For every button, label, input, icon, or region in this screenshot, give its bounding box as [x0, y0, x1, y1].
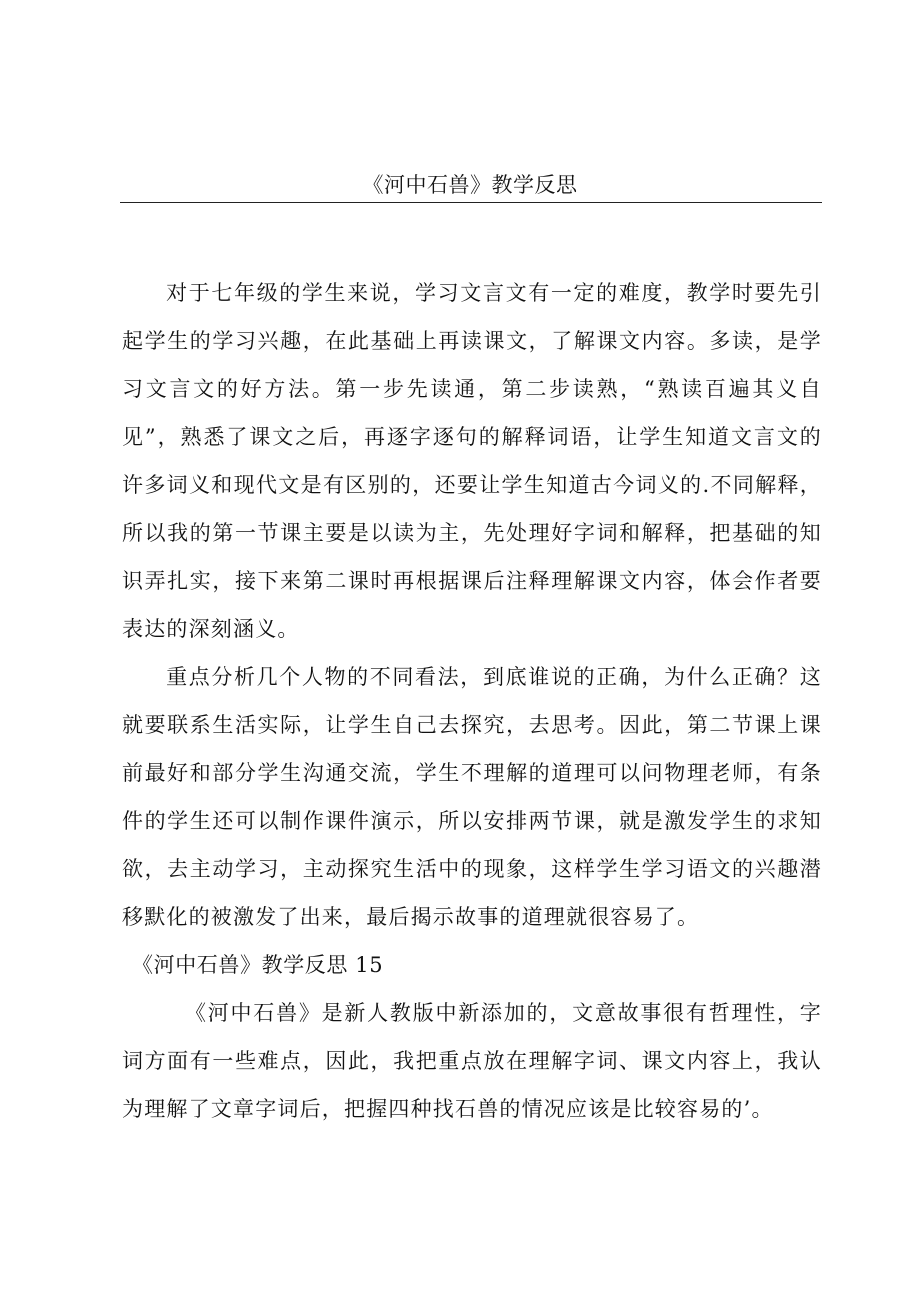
- paragraph-2: 重点分析几个人物的不同看法，到底谁说的正确，为什么正确？这就要联系生活实际，让学生自己去探究，去思考。因此，第二节课上课前最好和部分学生沟通交流，学生不理解的道理可以问物理老师，有条件的学生还可以制作课件演示，所以安排两节课，就是激发学生的求知欲，去主动学习，主动探究生活中的现象，这样学生学习语文的兴趣潜移默化的被激发了出来，最后揭示故事的道理就很容易了。: [122, 665, 822, 929]
- paragraph-1: 对于七年级的学生来说，学习文言文有一定的难度，教学时要先引起学生的学习兴趣，在此基础上再读课文，了解课文内容。多读，是学习文言文的好方法。第一步先读通，第二步读熟，“熟读百遍其义自见”，熟悉了课文之后，再逐字逐句的解释词语，让学生知道文言文的许多词义和现代文是有区别的，还要让学生知道古今词义的.不同解释，所以我的第一节课主要是以读为主，先处理好字词和解释，把基础的知识弄扎实，接下来第二课时再根据课后注释理解课文内容，体会作者要表达的深刻涵义。: [122, 281, 822, 641]
- header-divider: [120, 202, 822, 203]
- section-heading: 《河中石兽》教学反思 15: [132, 953, 384, 977]
- page-header-title: 《河中石兽》教学反思: [362, 173, 578, 197]
- document-body: [122, 269, 822, 1133]
- paragraph-3: 《河中石兽》是新人教版中新添加的，文意故事很有哲理性，字词方面有一些难点，因此，我把重点放在理解字词、课文内容上，我认为理解了文章字词后，把握四种找石兽的情况应该是比较容易的’。: [122, 1001, 822, 1121]
